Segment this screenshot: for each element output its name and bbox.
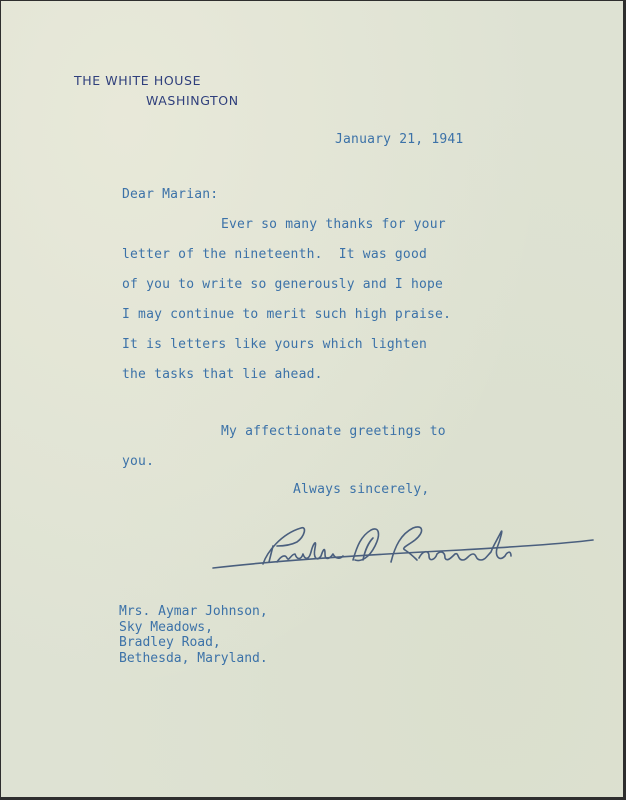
recipient-address — [119, 604, 268, 666]
letterhead-location: WASHINGTON — [146, 93, 239, 108]
salutation: Dear Marian: — [122, 187, 219, 202]
body-line: My affectionate greetings to — [221, 424, 446, 439]
recipient-street: Bradley Road, — [119, 635, 221, 650]
body-line: the tasks that lie ahead. — [122, 367, 323, 382]
letter-page — [1, 1, 625, 799]
closing: Always sincerely, — [293, 482, 430, 497]
body-line: Ever so many thanks for your — [221, 217, 446, 232]
letter-date: January 21, 1941 — [335, 132, 464, 147]
recipient-name: Mrs. Aymar Johnson, — [119, 604, 268, 619]
body-line: of you to write so generously and I hope — [122, 277, 444, 292]
signature — [201, 516, 601, 586]
recipient-estate: Sky Meadows, — [119, 619, 213, 635]
body-line: It is letters like yours which lighten — [122, 337, 428, 352]
body-line: I may continue to merit such high praise. — [122, 307, 452, 322]
recipient-city: Bethesda, Maryland. — [119, 650, 268, 666]
letterhead-title: THE WHITE HOUSE — [74, 73, 202, 88]
body-line: letter of the nineteenth. It was good — [122, 247, 428, 262]
body-line: you. — [122, 454, 155, 469]
